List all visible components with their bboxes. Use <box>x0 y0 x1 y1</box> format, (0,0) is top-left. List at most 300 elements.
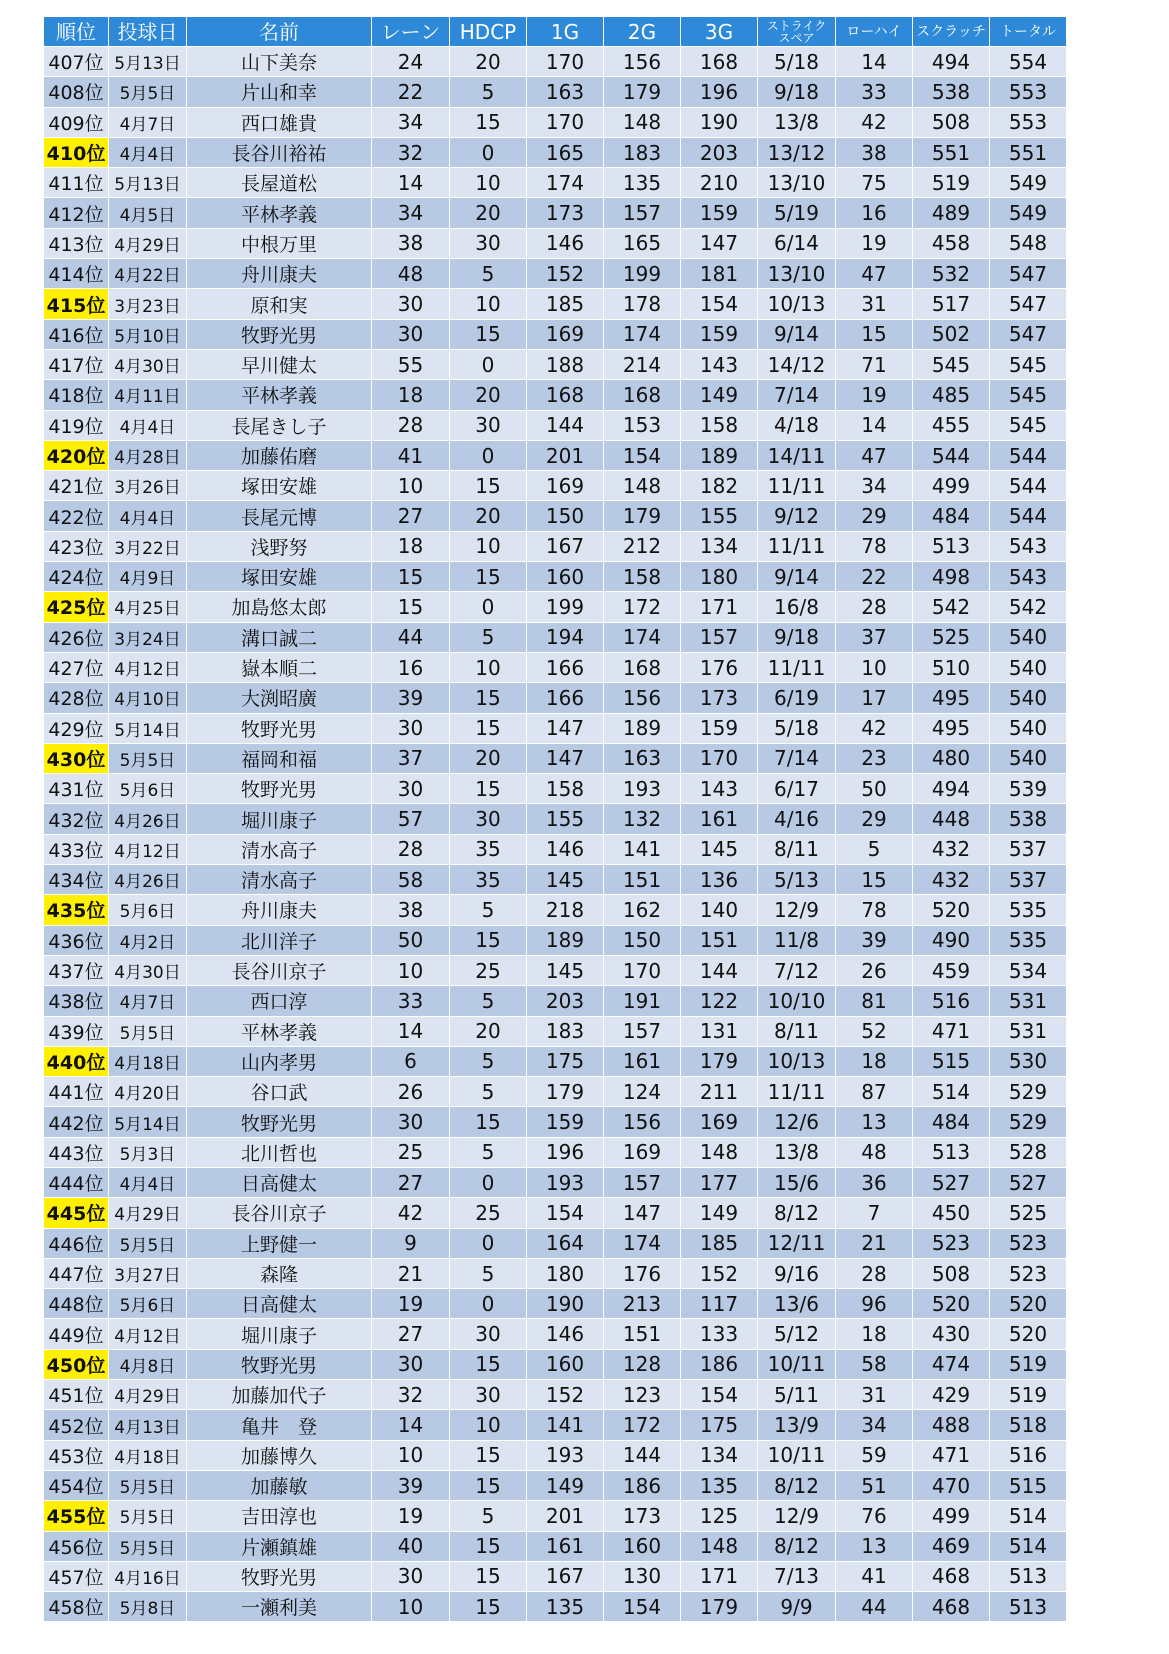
lane-cell: 38 <box>372 228 450 258</box>
date-cell: 4月26日 <box>109 804 187 834</box>
scratch-cell: 508 <box>913 1258 990 1288</box>
game2-cell: 189 <box>604 713 681 743</box>
lowhigh-cell: 71 <box>836 349 913 379</box>
game1-cell: 218 <box>527 895 604 925</box>
hdcp-cell: 25 <box>450 1198 527 1228</box>
game2-cell: 157 <box>604 1167 681 1197</box>
header-total: トータル <box>990 17 1067 47</box>
scratch-cell: 519 <box>913 168 990 198</box>
strike-spare-cell: 5/19 <box>758 198 836 228</box>
header-rank: 順位 <box>44 17 109 47</box>
hdcp-cell: 10 <box>450 652 527 682</box>
rank-cell: 415位 <box>44 289 109 319</box>
game1-cell: 146 <box>527 834 604 864</box>
game1-cell: 201 <box>527 440 604 470</box>
game3-cell: 173 <box>681 683 758 713</box>
scratch-cell: 459 <box>913 955 990 985</box>
game1-cell: 152 <box>527 1380 604 1410</box>
game2-cell: 151 <box>604 865 681 895</box>
table-row <box>44 834 1147 864</box>
total-cell: 513 <box>990 1592 1067 1622</box>
strike-spare-cell: 13/12 <box>758 137 836 167</box>
hdcp-cell: 30 <box>450 804 527 834</box>
game2-cell: 213 <box>604 1289 681 1319</box>
strike-spare-cell: 9/14 <box>758 319 836 349</box>
total-cell: 543 <box>990 531 1067 561</box>
strike-spare-cell: 12/9 <box>758 895 836 925</box>
hdcp-cell: 5 <box>450 1077 527 1107</box>
hdcp-cell: 5 <box>450 895 527 925</box>
rank-cell: 427位 <box>44 652 109 682</box>
name-cell: 日高健太 <box>187 1289 372 1319</box>
lane-cell: 19 <box>372 1289 450 1319</box>
game1-cell: 168 <box>527 380 604 410</box>
lane-cell: 39 <box>372 1470 450 1500</box>
strike-spare-cell: 9/18 <box>758 77 836 107</box>
game1-cell: 160 <box>527 562 604 592</box>
game3-cell: 176 <box>681 652 758 682</box>
game3-cell: 179 <box>681 1046 758 1076</box>
date-cell: 4月29日 <box>109 1198 187 1228</box>
game3-cell: 143 <box>681 349 758 379</box>
lane-cell: 30 <box>372 1349 450 1379</box>
game3-cell: 203 <box>681 137 758 167</box>
name-cell: 加藤佑磨 <box>187 440 372 470</box>
table-row <box>44 1440 1147 1470</box>
name-cell: 平林孝義 <box>187 1016 372 1046</box>
game2-cell: 179 <box>604 501 681 531</box>
game3-cell: 171 <box>681 592 758 622</box>
table-row <box>44 955 1147 985</box>
strike-spare-cell: 10/13 <box>758 1046 836 1076</box>
table-row <box>44 1531 1147 1561</box>
rank-cell: 429位 <box>44 713 109 743</box>
header-strike: ストライク <box>766 18 827 33</box>
hdcp-cell: 30 <box>450 410 527 440</box>
total-cell: 531 <box>990 986 1067 1016</box>
lowhigh-cell: 28 <box>836 1258 913 1288</box>
game3-cell: 117 <box>681 1289 758 1319</box>
header-game3: 3G <box>681 17 758 47</box>
game1-cell: 183 <box>527 1016 604 1046</box>
table-row <box>44 1410 1147 1440</box>
total-cell: 544 <box>990 501 1067 531</box>
lowhigh-cell: 14 <box>836 47 913 77</box>
lane-cell: 24 <box>372 47 450 77</box>
scratch-cell: 484 <box>913 501 990 531</box>
table-row <box>44 986 1147 1016</box>
lane-cell: 38 <box>372 895 450 925</box>
game2-cell: 123 <box>604 1380 681 1410</box>
strike-spare-cell: 8/12 <box>758 1531 836 1561</box>
game2-cell: 156 <box>604 683 681 713</box>
table-row <box>44 1349 1147 1379</box>
strike-spare-cell: 15/6 <box>758 1167 836 1197</box>
total-cell: 548 <box>990 228 1067 258</box>
name-cell: 牧野光男 <box>187 774 372 804</box>
hdcp-cell: 15 <box>450 1531 527 1561</box>
hdcp-cell: 0 <box>450 440 527 470</box>
lowhigh-cell: 31 <box>836 1380 913 1410</box>
date-cell: 5月5日 <box>109 1470 187 1500</box>
game2-cell: 130 <box>604 1561 681 1591</box>
date-cell: 5月5日 <box>109 1501 187 1531</box>
lane-cell: 42 <box>372 1198 450 1228</box>
scratch-cell: 432 <box>913 865 990 895</box>
game3-cell: 181 <box>681 259 758 289</box>
total-cell: 523 <box>990 1258 1067 1288</box>
game2-cell: 193 <box>604 774 681 804</box>
game1-cell: 170 <box>527 107 604 137</box>
total-cell: 525 <box>990 1198 1067 1228</box>
hdcp-cell: 5 <box>450 1258 527 1288</box>
game2-cell: 186 <box>604 1470 681 1500</box>
header-date: 投球日 <box>109 17 187 47</box>
scratch-cell: 471 <box>913 1016 990 1046</box>
rank-cell: 438位 <box>44 986 109 1016</box>
name-cell: 長谷川京子 <box>187 1198 372 1228</box>
hdcp-cell: 0 <box>450 349 527 379</box>
lowhigh-cell: 17 <box>836 683 913 713</box>
total-cell: 553 <box>990 77 1067 107</box>
game3-cell: 186 <box>681 1349 758 1379</box>
total-cell: 542 <box>990 592 1067 622</box>
lane-cell: 22 <box>372 77 450 107</box>
hdcp-cell: 20 <box>450 380 527 410</box>
scratch-cell: 515 <box>913 1046 990 1076</box>
scratch-cell: 517 <box>913 289 990 319</box>
lowhigh-cell: 42 <box>836 713 913 743</box>
table-row <box>44 47 1147 77</box>
total-cell: 529 <box>990 1107 1067 1137</box>
name-cell: 牧野光男 <box>187 1107 372 1137</box>
date-cell: 4月30日 <box>109 349 187 379</box>
lane-cell: 50 <box>372 925 450 955</box>
strike-spare-cell: 11/11 <box>758 531 836 561</box>
lowhigh-cell: 87 <box>836 1077 913 1107</box>
scratch-cell: 545 <box>913 349 990 379</box>
lowhigh-cell: 18 <box>836 1319 913 1349</box>
scratch-cell: 489 <box>913 198 990 228</box>
scratch-cell: 513 <box>913 531 990 561</box>
hdcp-cell: 30 <box>450 1380 527 1410</box>
lowhigh-cell: 22 <box>836 562 913 592</box>
hdcp-cell: 10 <box>450 1410 527 1440</box>
date-cell: 4月5日 <box>109 198 187 228</box>
game2-cell: 154 <box>604 1592 681 1622</box>
name-cell: 長屋道松 <box>187 168 372 198</box>
header-hdcp: HDCP <box>450 17 527 47</box>
game3-cell: 122 <box>681 986 758 1016</box>
game1-cell: 146 <box>527 1319 604 1349</box>
name-cell: 舟川康夫 <box>187 259 372 289</box>
lowhigh-cell: 19 <box>836 380 913 410</box>
lowhigh-cell: 13 <box>836 1531 913 1561</box>
strike-spare-cell: 4/18 <box>758 410 836 440</box>
name-cell: 加藤敏 <box>187 1470 372 1500</box>
game3-cell: 161 <box>681 804 758 834</box>
lowhigh-cell: 37 <box>836 622 913 652</box>
hdcp-cell: 20 <box>450 198 527 228</box>
rank-cell: 456位 <box>44 1531 109 1561</box>
table-row <box>44 895 1147 925</box>
lane-cell: 30 <box>372 1561 450 1591</box>
rank-cell: 451位 <box>44 1380 109 1410</box>
game1-cell: 150 <box>527 501 604 531</box>
scratch-cell: 551 <box>913 137 990 167</box>
table-row <box>44 1107 1147 1137</box>
game1-cell: 145 <box>527 955 604 985</box>
rank-cell: 419位 <box>44 410 109 440</box>
lowhigh-cell: 5 <box>836 834 913 864</box>
rank-cell: 407位 <box>44 47 109 77</box>
game2-cell: 141 <box>604 834 681 864</box>
game2-cell: 176 <box>604 1258 681 1288</box>
table-row <box>44 349 1147 379</box>
name-cell: 北川哲也 <box>187 1137 372 1167</box>
table-row <box>44 1289 1147 1319</box>
scratch-cell: 523 <box>913 1228 990 1258</box>
game2-cell: 154 <box>604 440 681 470</box>
game2-cell: 135 <box>604 168 681 198</box>
game3-cell: 134 <box>681 1440 758 1470</box>
lane-cell: 15 <box>372 562 450 592</box>
rank-cell: 414位 <box>44 259 109 289</box>
game2-cell: 165 <box>604 228 681 258</box>
rank-cell: 458位 <box>44 1592 109 1622</box>
scratch-cell: 468 <box>913 1592 990 1622</box>
rank-cell: 410位 <box>44 137 109 167</box>
scratch-cell: 527 <box>913 1167 990 1197</box>
hdcp-cell: 5 <box>450 986 527 1016</box>
lane-cell: 25 <box>372 1137 450 1167</box>
name-cell: 中根万里 <box>187 228 372 258</box>
lowhigh-cell: 26 <box>836 955 913 985</box>
rank-cell: 441位 <box>44 1077 109 1107</box>
total-cell: 514 <box>990 1531 1067 1561</box>
rank-cell: 453位 <box>44 1440 109 1470</box>
total-cell: 540 <box>990 713 1067 743</box>
table-row <box>44 1319 1147 1349</box>
rank-cell: 413位 <box>44 228 109 258</box>
lane-cell: 40 <box>372 1531 450 1561</box>
strike-spare-cell: 12/6 <box>758 1107 836 1137</box>
table-row <box>44 137 1147 167</box>
date-cell: 5月14日 <box>109 1107 187 1137</box>
hdcp-cell: 0 <box>450 1167 527 1197</box>
game1-cell: 203 <box>527 986 604 1016</box>
lowhigh-cell: 7 <box>836 1198 913 1228</box>
game2-cell: 214 <box>604 349 681 379</box>
scratch-cell: 495 <box>913 683 990 713</box>
game3-cell: 185 <box>681 1228 758 1258</box>
game1-cell: 149 <box>527 1470 604 1500</box>
hdcp-cell: 15 <box>450 1349 527 1379</box>
lowhigh-cell: 59 <box>836 1440 913 1470</box>
table-row <box>44 713 1147 743</box>
table-row <box>44 501 1147 531</box>
game1-cell: 163 <box>527 77 604 107</box>
name-cell: 西口雄貴 <box>187 107 372 137</box>
table-header <box>44 17 1147 47</box>
scratch-cell: 516 <box>913 986 990 1016</box>
strike-spare-cell: 5/18 <box>758 713 836 743</box>
scratch-cell: 499 <box>913 1501 990 1531</box>
header-game2: 2G <box>604 17 681 47</box>
lane-cell: 14 <box>372 1410 450 1440</box>
strike-spare-cell: 9/9 <box>758 1592 836 1622</box>
game1-cell: 154 <box>527 1198 604 1228</box>
lowhigh-cell: 36 <box>836 1167 913 1197</box>
scratch-cell: 448 <box>913 804 990 834</box>
rank-cell: 455位 <box>44 1501 109 1531</box>
hdcp-cell: 10 <box>450 168 527 198</box>
lowhigh-cell: 13 <box>836 1107 913 1137</box>
lane-cell: 27 <box>372 501 450 531</box>
scratch-cell: 510 <box>913 652 990 682</box>
rank-cell: 435位 <box>44 895 109 925</box>
scratch-cell: 488 <box>913 1410 990 1440</box>
hdcp-cell: 25 <box>450 955 527 985</box>
lane-cell: 14 <box>372 168 450 198</box>
lane-cell: 30 <box>372 774 450 804</box>
date-cell: 5月13日 <box>109 47 187 77</box>
lowhigh-cell: 39 <box>836 925 913 955</box>
game2-cell: 156 <box>604 1107 681 1137</box>
table-row <box>44 380 1147 410</box>
lowhigh-cell: 52 <box>836 1016 913 1046</box>
scratch-cell: 520 <box>913 895 990 925</box>
name-cell: 平林孝義 <box>187 380 372 410</box>
lowhigh-cell: 75 <box>836 168 913 198</box>
total-cell: 547 <box>990 289 1067 319</box>
scratch-cell: 525 <box>913 622 990 652</box>
name-cell: 加藤博久 <box>187 1440 372 1470</box>
total-cell: 543 <box>990 562 1067 592</box>
lowhigh-cell: 78 <box>836 531 913 561</box>
game2-cell: 153 <box>604 410 681 440</box>
game2-cell: 183 <box>604 137 681 167</box>
game1-cell: 193 <box>527 1440 604 1470</box>
rank-cell: 437位 <box>44 955 109 985</box>
name-cell: 堀川康子 <box>187 1319 372 1349</box>
total-cell: 545 <box>990 410 1067 440</box>
table-row <box>44 1198 1147 1228</box>
total-cell: 540 <box>990 652 1067 682</box>
game3-cell: 143 <box>681 774 758 804</box>
total-cell: 540 <box>990 743 1067 773</box>
game2-cell: 151 <box>604 1319 681 1349</box>
date-cell: 4月7日 <box>109 986 187 1016</box>
game1-cell: 196 <box>527 1137 604 1167</box>
game3-cell: 155 <box>681 501 758 531</box>
strike-spare-cell: 11/11 <box>758 471 836 501</box>
name-cell: 長尾きし子 <box>187 410 372 440</box>
rank-cell: 418位 <box>44 380 109 410</box>
game2-cell: 157 <box>604 198 681 228</box>
hdcp-cell: 0 <box>450 592 527 622</box>
table-row <box>44 198 1147 228</box>
lowhigh-cell: 47 <box>836 440 913 470</box>
table-row <box>44 440 1147 470</box>
scratch-cell: 502 <box>913 319 990 349</box>
game3-cell: 158 <box>681 410 758 440</box>
game2-cell: 199 <box>604 259 681 289</box>
total-cell: 538 <box>990 804 1067 834</box>
table-row <box>44 652 1147 682</box>
hdcp-cell: 15 <box>450 1470 527 1500</box>
name-cell: 原和実 <box>187 289 372 319</box>
lane-cell: 34 <box>372 198 450 228</box>
game1-cell: 180 <box>527 1258 604 1288</box>
rank-cell: 420位 <box>44 440 109 470</box>
lane-cell: 21 <box>372 1258 450 1288</box>
date-cell: 4月25日 <box>109 592 187 622</box>
scratch-cell: 485 <box>913 380 990 410</box>
date-cell: 5月3日 <box>109 1137 187 1167</box>
total-cell: 554 <box>990 47 1067 77</box>
table-row <box>44 1380 1147 1410</box>
strike-spare-cell: 11/8 <box>758 925 836 955</box>
game1-cell: 161 <box>527 1531 604 1561</box>
lowhigh-cell: 34 <box>836 1410 913 1440</box>
game3-cell: 135 <box>681 1470 758 1500</box>
game3-cell: 144 <box>681 955 758 985</box>
rank-cell: 434位 <box>44 865 109 895</box>
game2-cell: 148 <box>604 471 681 501</box>
hdcp-cell: 5 <box>450 77 527 107</box>
date-cell: 4月26日 <box>109 865 187 895</box>
game1-cell: 167 <box>527 531 604 561</box>
strike-spare-cell: 12/11 <box>758 1228 836 1258</box>
strike-spare-cell: 8/12 <box>758 1470 836 1500</box>
lowhigh-cell: 38 <box>836 137 913 167</box>
date-cell: 4月11日 <box>109 380 187 410</box>
game2-cell: 161 <box>604 1046 681 1076</box>
game2-cell: 191 <box>604 986 681 1016</box>
lane-cell: 30 <box>372 289 450 319</box>
strike-spare-cell: 13/10 <box>758 259 836 289</box>
strike-spare-cell: 16/8 <box>758 592 836 622</box>
date-cell: 5月5日 <box>109 77 187 107</box>
lane-cell: 32 <box>372 1380 450 1410</box>
header-lowhigh: ローハイ <box>836 17 913 47</box>
name-cell: 森隆 <box>187 1258 372 1288</box>
game1-cell: 175 <box>527 1046 604 1076</box>
hdcp-cell: 35 <box>450 865 527 895</box>
lane-cell: 18 <box>372 380 450 410</box>
scratch-cell: 480 <box>913 743 990 773</box>
header-name: 名前 <box>187 17 372 47</box>
rank-cell: 412位 <box>44 198 109 228</box>
game3-cell: 148 <box>681 1531 758 1561</box>
game2-cell: 157 <box>604 1016 681 1046</box>
lane-cell: 48 <box>372 259 450 289</box>
game3-cell: 152 <box>681 1258 758 1288</box>
total-cell: 531 <box>990 1016 1067 1046</box>
strike-spare-cell: 14/11 <box>758 440 836 470</box>
game2-cell: 162 <box>604 895 681 925</box>
scratch-cell: 513 <box>913 1137 990 1167</box>
table-row <box>44 1501 1147 1531</box>
lane-cell: 15 <box>372 592 450 622</box>
rank-cell: 426位 <box>44 622 109 652</box>
name-cell: 片瀬鎮雄 <box>187 1531 372 1561</box>
game1-cell: 169 <box>527 471 604 501</box>
strike-spare-cell: 9/16 <box>758 1258 836 1288</box>
game3-cell: 134 <box>681 531 758 561</box>
total-cell: 549 <box>990 198 1067 228</box>
